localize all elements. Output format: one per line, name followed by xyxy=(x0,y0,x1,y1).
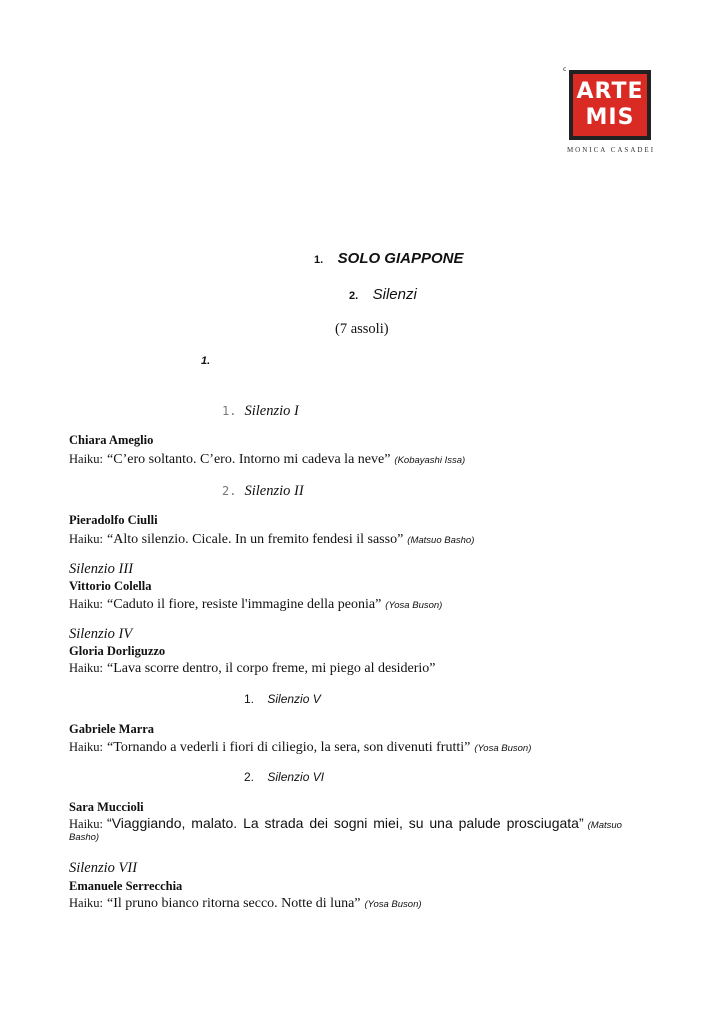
heading-1-text: SOLO GIAPPONE xyxy=(337,250,464,267)
heading-2-number: 2. xyxy=(349,290,359,302)
piece-4-title: Silenzio IV xyxy=(69,626,133,642)
piece-6-attribution: (Matsuo xyxy=(587,820,622,831)
piece-1-heading xyxy=(222,402,299,420)
piece-6-number: 2. xyxy=(244,770,255,784)
piece-5-text: “Tornando a vederli i fiori di ciliegio, la sera, son divenuti frutti” xyxy=(107,740,471,755)
piece-6-title: Silenzio VI xyxy=(267,770,325,784)
piece-1-haiku xyxy=(69,450,465,468)
piece-2-name: Pieradolfo Ciulli xyxy=(69,513,158,527)
logo-text-bottom: MIS xyxy=(585,105,635,130)
piece-3-attribution: (Yosa Buson) xyxy=(385,600,443,611)
piece-6-haiku xyxy=(69,815,622,833)
piece-5-haiku xyxy=(69,738,531,756)
piece-4-name: Gloria Dorliguzzo xyxy=(69,644,166,658)
piece-2-haiku xyxy=(69,530,474,548)
piece-1-number: 1. xyxy=(222,404,237,418)
piece-3-title: Silenzio III xyxy=(69,561,134,577)
piece-5-title: Silenzio V xyxy=(267,692,321,706)
piece-4-text: “Lava scorre dentro, il corpo freme, mi piego al desiderio” xyxy=(107,661,436,676)
subtitle: (7 assoli) xyxy=(335,321,389,337)
piece-1-attribution: (Kobayashi Issa) xyxy=(394,455,466,466)
piece-3-haiku xyxy=(69,595,442,613)
heading-1 xyxy=(314,250,464,268)
heading-1-number: 1. xyxy=(314,254,324,266)
logo-frame xyxy=(569,70,651,140)
piece-4-prefix: Haiku: xyxy=(69,661,104,675)
piece-3-text: “Caduto il fiore, resiste l'immagine della peonia” xyxy=(107,597,382,612)
piece-7-title: Silenzio VII xyxy=(69,860,138,876)
piece-2-heading xyxy=(222,482,304,500)
piece-3-name: Vittorio Colella xyxy=(69,579,152,593)
piece-6-heading xyxy=(244,770,324,784)
heading-2-text: Silenzi xyxy=(372,286,417,303)
logo-red-square xyxy=(573,74,647,136)
piece-2-prefix: Haiku: xyxy=(69,532,104,546)
piece-7-attribution: (Yosa Buson) xyxy=(364,899,422,910)
logo-mark: c xyxy=(563,66,567,73)
piece-7-haiku xyxy=(69,894,422,912)
logo-text-top: ARTE xyxy=(576,79,644,104)
piece-5-prefix: Haiku: xyxy=(69,740,104,754)
piece-1-text: “C’ero soltanto. C’ero. Intorno mi cadeva la neve” xyxy=(107,452,391,467)
piece-3-prefix: Haiku: xyxy=(69,597,104,611)
piece-2-title: Silenzio II xyxy=(244,483,304,499)
logo-caption: MONICA CASADEI xyxy=(566,146,656,154)
piece-1-name: Chiara Ameglio xyxy=(69,433,154,447)
piece-7-name: Emanuele Serrecchia xyxy=(69,879,183,893)
piece-5-name: Gabriele Marra xyxy=(69,722,155,736)
piece-1-prefix: Haiku: xyxy=(69,452,104,466)
piece-2-attribution: (Matsuo Basho) xyxy=(407,535,475,546)
piece-4-haiku xyxy=(69,659,436,677)
heading-2 xyxy=(349,286,417,304)
piece-2-text: “Alto silenzio. Cicale. In un fremito fendesi il sasso” xyxy=(107,532,404,547)
piece-1-title: Silenzio I xyxy=(244,403,299,419)
piece-6-text: “Viaggiando, malato. La strada dei sogni miei, su una palude prosciugata” xyxy=(107,815,584,831)
artemis-logo xyxy=(563,66,659,158)
piece-6-prefix: Haiku: xyxy=(69,817,104,831)
piece-5-attribution: (Yosa Buson) xyxy=(474,743,532,754)
piece-7-text: “Il pruno bianco ritorna secco. Notte di luna” xyxy=(107,896,361,911)
piece-6-attribution-cont: Basho) xyxy=(69,832,100,843)
piece-2-number: 2. xyxy=(222,484,237,498)
piece-7-prefix: Haiku: xyxy=(69,896,104,910)
piece-5-heading xyxy=(244,692,321,706)
piece-6-name: Sara Muccioli xyxy=(69,800,144,814)
piece-5-number: 1. xyxy=(244,692,255,706)
stray-number: 1. xyxy=(201,355,211,367)
